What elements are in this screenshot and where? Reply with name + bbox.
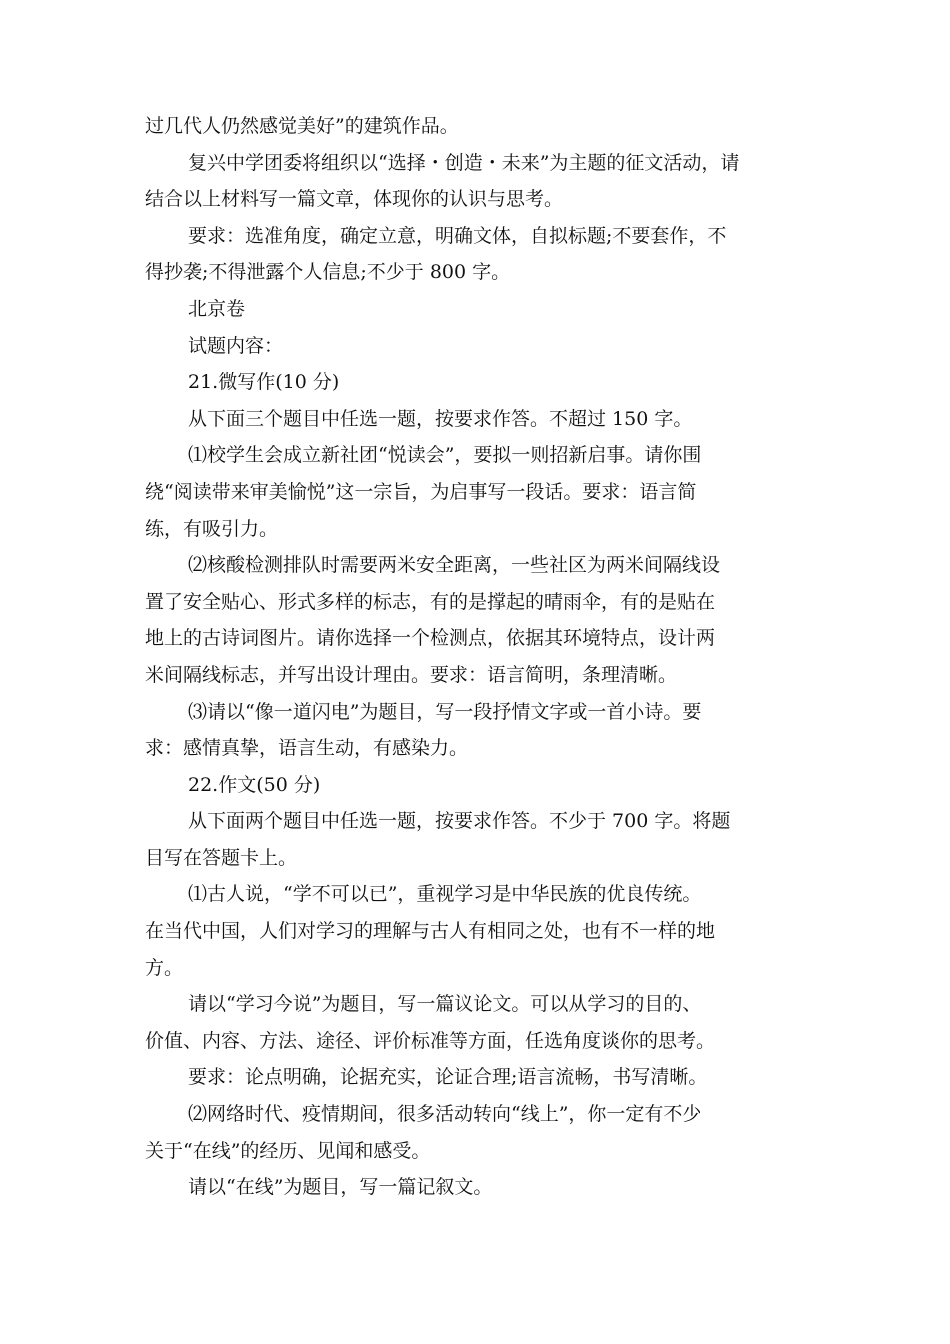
text-line: 请以“学习今说”为题目，写一篇议论文。可以从学习的目的、: [188, 993, 702, 1016]
text-line: 练，有吸引力。: [145, 517, 279, 540]
text-line: 方。: [145, 956, 184, 979]
text-line: 目写在答题卡上。: [145, 846, 298, 869]
text-line: 求：感情真挚，语言生动，有感染力。: [145, 737, 469, 760]
text-line: 绕“阅读带来审美愉悦”这一宗旨，为启事写一段话。要求：语言简: [145, 480, 697, 503]
text-line: ⑵网络时代、疫情期间，很多活动转向“线上”，你一定有不少: [188, 1103, 702, 1126]
text-line: 北京卷: [188, 297, 246, 320]
text-line: ⑵核酸检测排队时需要两米安全距离，一些社区为两米间隔线设: [188, 554, 721, 577]
text-line: 得抄袭;不得泄露个人信息;不少于 800 字。: [145, 261, 511, 284]
text-line: 在当代中国，人们对学习的理解与古人有相同之处，也有不一样的地: [145, 920, 716, 943]
text-line: ⑴古人说，“学不可以已”，重视学习是中华民族的优良传统。: [188, 883, 702, 906]
text-line: 要求：论点明确，论据充实，论证合理;语言流畅，书写清晰。: [188, 1066, 708, 1089]
text-line: 结合以上材料写一篇文章，体现你的认识与思考。: [145, 188, 564, 211]
text-line: 要求：选准角度，确定立意，明确文体，自拟标题;不要套作，不: [188, 224, 727, 247]
document-body: [145, 108, 845, 1206]
text-line: 从下面三个题目中任选一题，按要求作答。不超过 150 字。: [188, 407, 693, 430]
text-line: 价值、内容、方法、途径、评价标准等方面，任选角度谈你的思考。: [145, 1029, 716, 1052]
text-line: 22.作文(50 分): [188, 773, 321, 796]
text-line: 复兴中学团委将组织以“选择・创造・未来”为主题的征文活动，请: [188, 151, 740, 174]
text-line: ⑶请以“像一道闪电”为题目，写一段抒情文字或一首小诗。要: [188, 700, 702, 723]
text-line: 关于“在线”的经历、见闻和感受。: [145, 1139, 431, 1162]
text-line: 从下面两个题目中任选一题，按要求作答。不少于 700 字。将题: [188, 810, 731, 833]
text-line: 过几代人仍然感觉美好”的建筑作品。: [145, 115, 459, 137]
text-line: 地上的古诗词图片。请你选择一个检测点，依据其环境特点，设计两: [145, 627, 716, 650]
text-line: 米间隔线标志，并写出设计理由。要求：语言简明，条理清晰。: [145, 663, 678, 686]
text-line: 21.微写作(10 分): [188, 371, 340, 394]
text-line: ⑴校学生会成立新社团“悦读会”，要拟一则招新启事。请你围: [188, 444, 702, 467]
text-line: 请以“在线”为题目，写一篇记叙文。: [188, 1176, 493, 1199]
text-line: 试题内容：: [188, 334, 284, 357]
text-line: 置了安全贴心、形式多样的标志，有的是撑起的晴雨伞，有的是贴在: [145, 590, 716, 613]
